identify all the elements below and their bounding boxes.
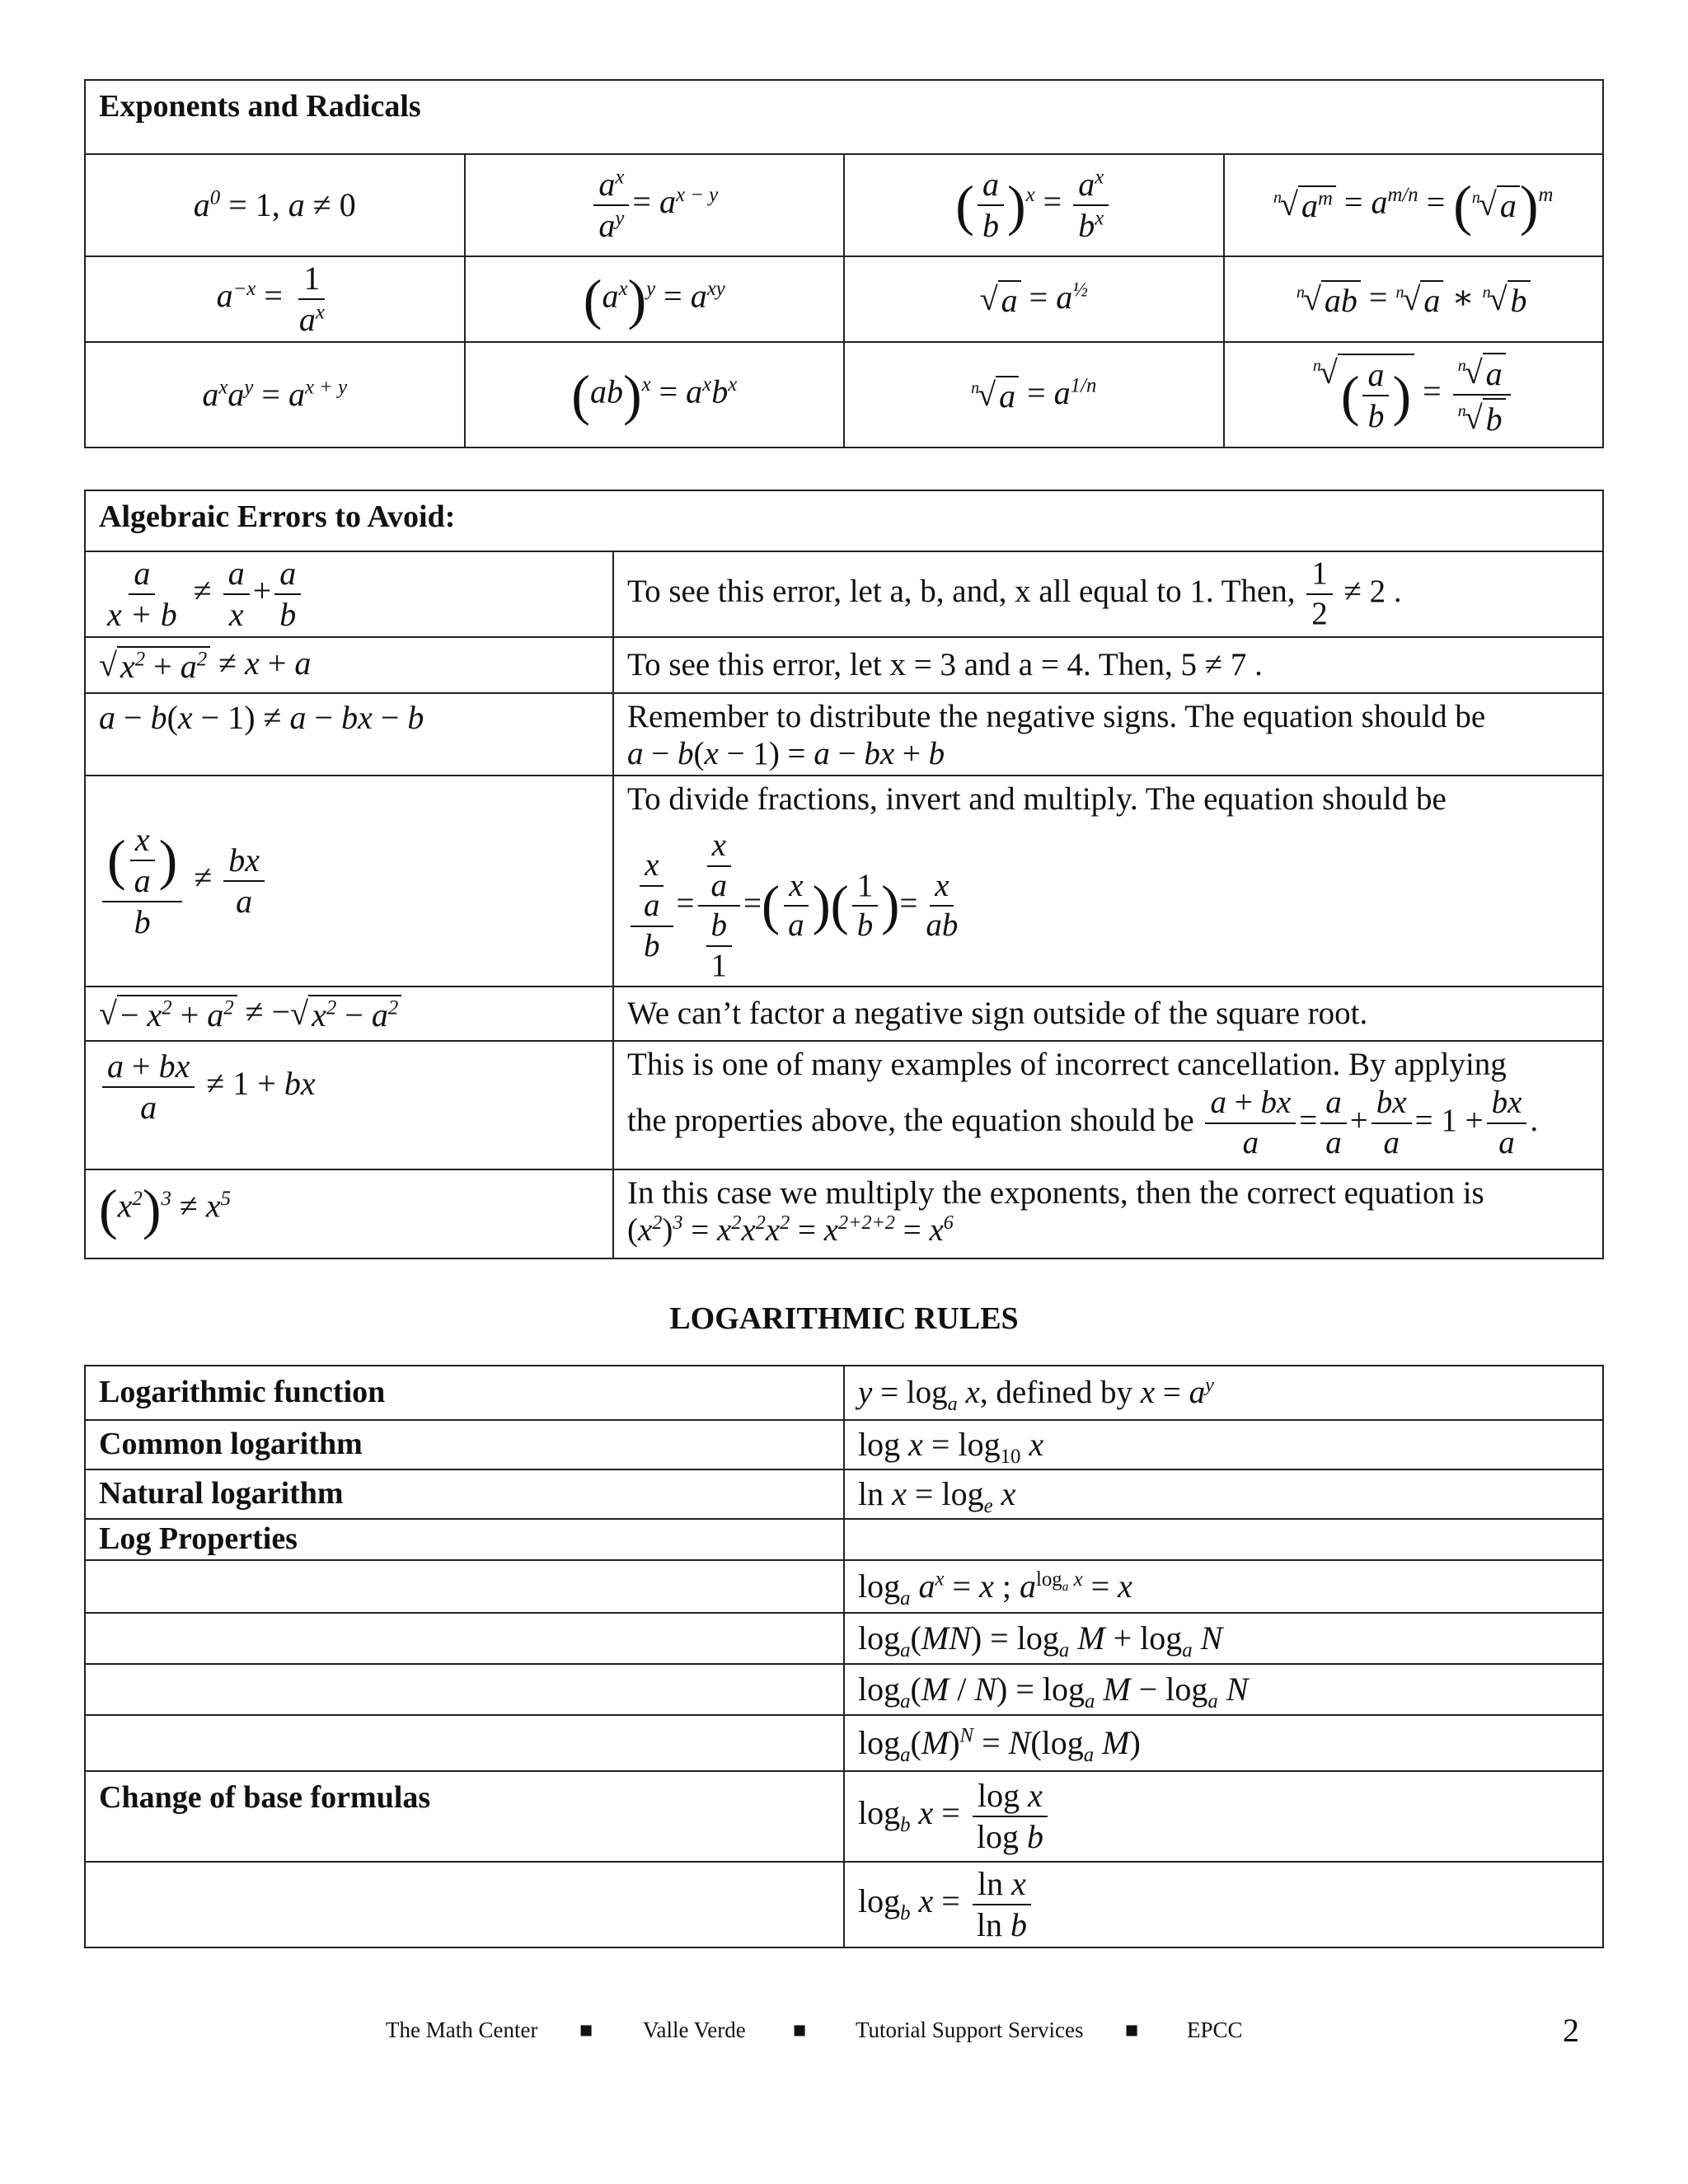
rule-zero-exponent: $a^0 = 1$, a ≠ 0 bbox=[85, 154, 465, 256]
log-formula-common: $\log x = \log_{10} x$ bbox=[844, 1420, 1603, 1469]
log-formula-change-base-common: $\log_b x$ = $\frac{\text{log x}}{\text{log b}}$ bbox=[844, 1771, 1603, 1862]
error-row-4-formula: ( $\frac{x}{a}$ ) b ≠ $\frac{bx}{a}$ bbox=[85, 776, 613, 987]
error-row-3-formula: a − b(x − 1) ≠ a − bx − b bbox=[85, 693, 613, 776]
footer-item-epcc: EPCC bbox=[1187, 2018, 1243, 2042]
footer-item-tutorial-support: Tutorial Support Services bbox=[856, 2018, 1084, 2042]
error-row-1-explain: To see this error, let a, b, and, x all equal to 1. Then, $\frac{1}{2}$ ≠ 2 . bbox=[613, 551, 1603, 637]
error-row-3-explain: Remember to distribute the negative signs. The equation should be a − b(x − 1) = a − bx + b bbox=[613, 693, 1603, 776]
log-empty-cell bbox=[844, 1519, 1603, 1560]
log-section-title: LOGARITHMIC RULES bbox=[669, 1301, 1019, 1336]
footer-item-valle-verde: Valle Verde bbox=[643, 2018, 746, 2042]
log-formula-change-base-natural: $\log_b x$ = $\frac{\text{ln x}}{\text{ln b}}$ bbox=[844, 1862, 1603, 1947]
log-formula-quotient: $\log_a(M / N) = \log_a M - \log_a N$ bbox=[844, 1664, 1603, 1715]
error-row-5-explain: We can’t factor a negative sign outside of the square root. bbox=[613, 987, 1603, 1041]
log-label-empty-3 bbox=[85, 1664, 844, 1715]
log-table bbox=[84, 1365, 1604, 1948]
log-formula-product: $\log_a(MN) = \log_a M + \log_a N$ bbox=[844, 1613, 1603, 1664]
rule-nth-root: n √ a = $a^{1/n}$ bbox=[844, 342, 1224, 448]
errors-title: Algebraic Errors to Avoid: bbox=[85, 490, 1603, 551]
rule-square-root: √ a = $a^{\frac{1}{2}}$ bbox=[844, 256, 1224, 342]
log-label-common: Common logarithm bbox=[85, 1420, 844, 1469]
rule-root-power: n √ $a^m$ = $a^{m/n}$ = ( n √ a )$^m$ bbox=[1224, 154, 1604, 256]
error-row-2-explain: To see this error, let x = 3 and a = 4. Then, 5 ≠ 7 . bbox=[613, 637, 1603, 693]
rule-power-of-power: $(a^x)^y = a^{xy}$ bbox=[465, 256, 845, 342]
error-row-4-explain: To divide fractions, invert and multiply. The equation should be $\frac{\frac{x}{a}}{b}$ = $\frac{\frac{x}{a}}{\frac{b}{1}}$ =( $\frac{x}{a}$ )( $\frac{1}{b}$ )= $\frac{x}{ab}$ bbox=[613, 776, 1603, 987]
footer-separator-3: ■ bbox=[1125, 2018, 1139, 2042]
footer-separator-1: ■ bbox=[579, 2018, 593, 2042]
error-row-7-formula: $(x^2)^3 \ne x^5$ bbox=[85, 1169, 613, 1258]
error-row-7-explain: In this case we multiply the exponents, then the correct equation is $(x^2)^3 = x^2x^2x^2 = x^{2+2+2} = x^6$ bbox=[613, 1169, 1603, 1258]
log-formula-natural: $\ln x = \log_e x$ bbox=[844, 1469, 1603, 1519]
rule-root-product: n √ ab = n √ a ∗ n √ b bbox=[1224, 256, 1604, 342]
exponents-title: Exponents and Radicals bbox=[85, 80, 1603, 154]
error-row-6-explain: This is one of many examples of incorrect cancellation. By applying the properties above, the equation should be $\frac{a + bx}{a}$ = $\frac{a}{a}$ + $\frac{bx}{a}$ = 1 + $\frac{bx}{a}$ . bbox=[613, 1041, 1603, 1169]
error-row-2-formula: √ $x^2 + a^2$ ≠ x + a bbox=[85, 637, 613, 693]
rule-negative-exponent: $a^{-x}$ = $\frac{1}{a^x}$ bbox=[85, 256, 465, 342]
log-label-natural: Natural logarithm bbox=[85, 1469, 844, 1519]
errors-table bbox=[84, 490, 1604, 1259]
log-formula-inverse: $\log_a a^x = x$ ; $a^{log_a x} = x$ bbox=[844, 1560, 1603, 1613]
footer-item-math-center: The Math Center bbox=[386, 2018, 538, 2042]
log-formula-power: $\log_a(M)^N = N(\log_a$ M) bbox=[844, 1715, 1603, 1771]
log-label-change-base: Change of base formulas bbox=[85, 1771, 844, 1862]
rule-quotient: $\frac{a^x}{a^y}$ = $a^{x - y}$ bbox=[465, 154, 845, 256]
exponents-table bbox=[84, 79, 1604, 448]
log-label-empty-1 bbox=[85, 1560, 844, 1613]
error-row-1-formula: $\frac{a}{x + b}$ ≠ $\frac{a}{x}$ + $\frac{a}{b}$ bbox=[85, 551, 613, 637]
log-label-empty-4 bbox=[85, 1715, 844, 1771]
rule-product: $a^xa^y = a^{x + y}$ bbox=[85, 342, 465, 448]
page-number: 2 bbox=[1563, 2012, 1579, 2049]
rule-power-of-product: $(ab)^x = a^xb^x$ bbox=[465, 342, 845, 448]
error-row-6-formula: $\frac{a + bx}{a}$ ≠ 1 + bx bbox=[85, 1041, 613, 1169]
log-formula-function: $y = \log_a x$, defined by $x = a^y$ bbox=[844, 1366, 1603, 1420]
error-row-5-formula: √ − $x^2 + a^2$ ≠ − √ $x^2 - a^2$ bbox=[85, 987, 613, 1041]
rule-power-of-fraction: ( $\frac{a}{b}$ )$^x$ = $\frac{a^x}{b^x}$ bbox=[844, 154, 1224, 256]
footer-separator-2: ■ bbox=[793, 2018, 807, 2042]
log-label-empty-2 bbox=[85, 1613, 844, 1664]
log-label-properties: Log Properties bbox=[85, 1519, 844, 1560]
log-label-function: Logarithmic function bbox=[85, 1366, 844, 1420]
log-label-empty-5 bbox=[85, 1862, 844, 1947]
rule-root-quotient: n √ ( $\frac{a}{b}$ ) = n √ a n √ b bbox=[1224, 342, 1604, 448]
